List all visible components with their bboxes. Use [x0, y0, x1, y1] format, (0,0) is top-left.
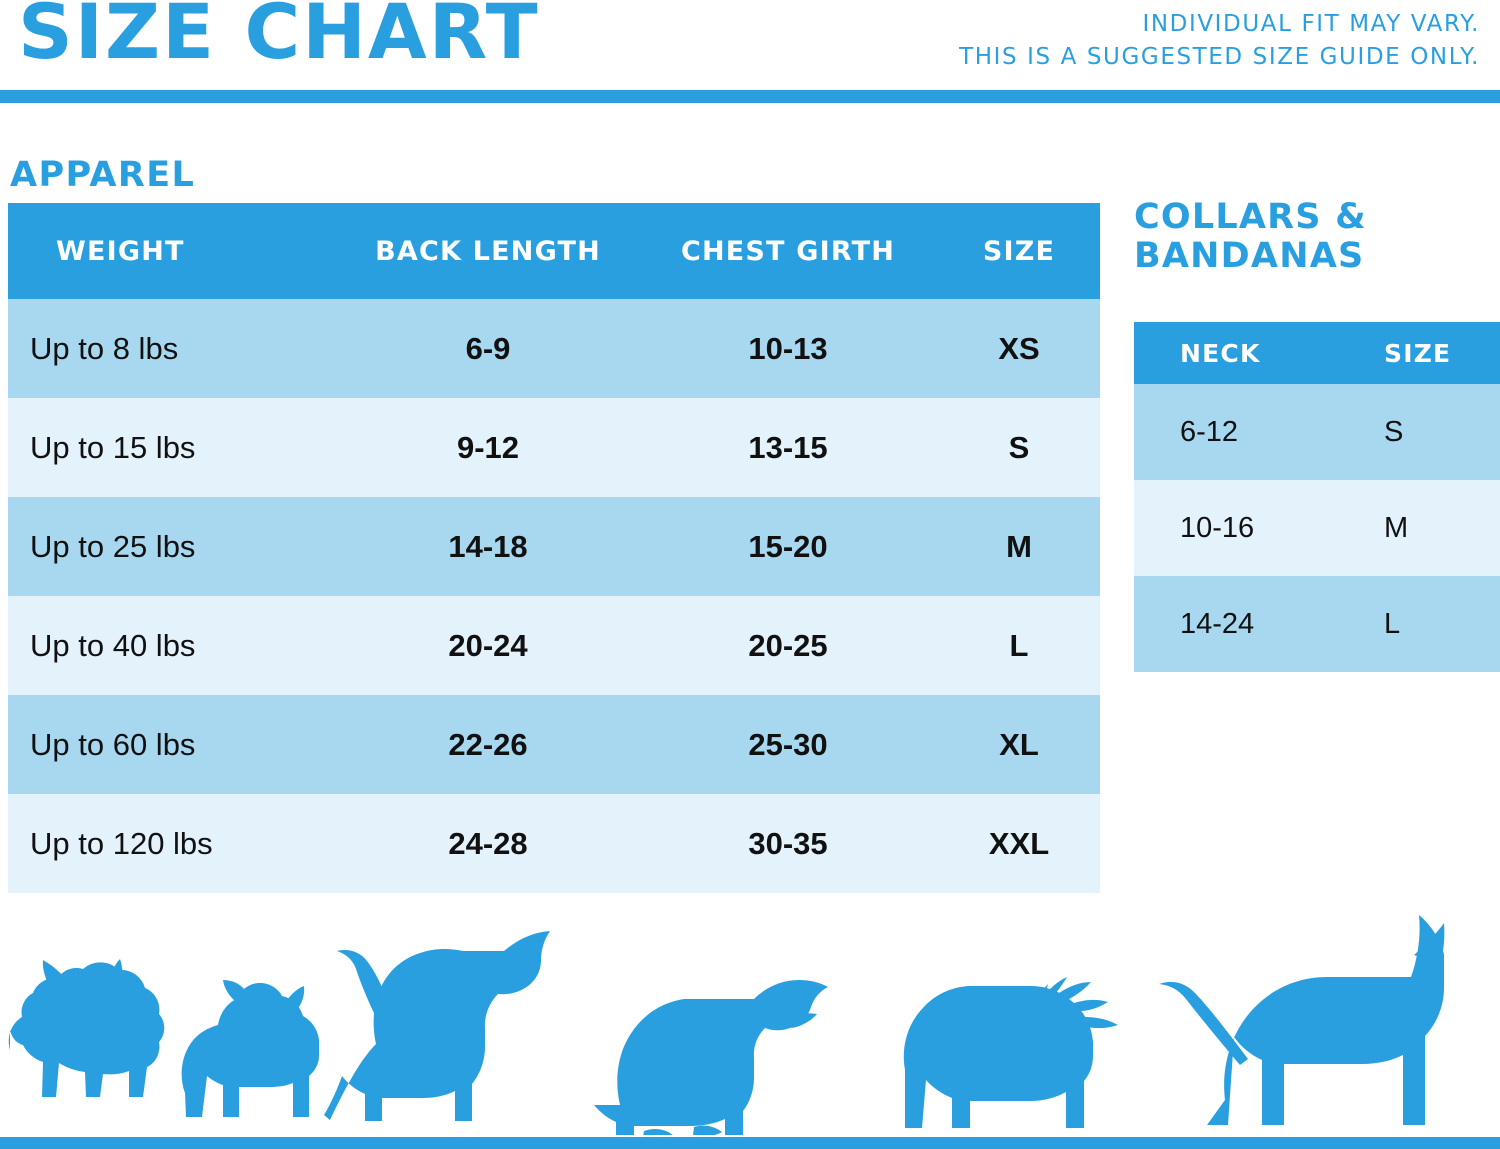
cell-weight: Up to 8 lbs [30, 330, 179, 366]
cell-size: L [1009, 627, 1029, 663]
cell-chest-girth: 15-20 [748, 528, 828, 564]
cell-chest-girth: 10-13 [748, 330, 828, 366]
cell-size: M [1384, 511, 1409, 544]
header-disclaimer [959, 8, 1480, 75]
table-row [1134, 480, 1500, 576]
table-row [8, 398, 1100, 497]
apparel-table [8, 203, 1100, 893]
collars-column-size: SIZE [1384, 338, 1452, 368]
header-divider [0, 90, 1500, 103]
terrier-silhouette [904, 977, 1118, 1128]
apparel-column-chest-girth: CHEST GIRTH [680, 235, 896, 267]
spaniel-silhouette [594, 980, 828, 1135]
collars-column-neck: NECK [1180, 338, 1261, 368]
cell-chest-girth: 13-15 [748, 429, 828, 465]
apparel-column-size: SIZE [982, 235, 1056, 267]
cell-size: XL [999, 726, 1039, 762]
cell-size: XXL [988, 825, 1050, 861]
footer-divider [0, 1137, 1500, 1149]
cell-back-length: 24-28 [448, 825, 528, 861]
beagle-silhouette [324, 931, 550, 1121]
apparel-table-header-row [8, 203, 1100, 299]
dog-silhouettes-illustration [0, 835, 1500, 1135]
cell-size: S [1008, 429, 1030, 465]
cell-back-length: 22-26 [448, 726, 528, 762]
cell-back-length: 20-24 [448, 627, 528, 663]
cell-chest-girth: 20-25 [748, 627, 828, 663]
table-row [8, 299, 1100, 398]
disclaimer-line-1: INDIVIDUAL FIT MAY VARY. [1142, 11, 1480, 37]
cell-neck: 14-24 [1180, 607, 1255, 640]
cell-size: M [1006, 528, 1032, 564]
collars-heading: COLLARS & BANDANAS [1134, 197, 1367, 277]
cell-back-length: 14-18 [448, 528, 528, 564]
table-row [8, 497, 1100, 596]
apparel-heading: APPAREL [10, 155, 196, 195]
table-row [1134, 576, 1500, 672]
cell-size: L [1384, 607, 1401, 640]
cell-back-length: 9-12 [456, 429, 520, 465]
collars-table [1134, 322, 1500, 672]
collars-table-header-row [1134, 322, 1500, 384]
cell-weight: Up to 120 lbs [30, 825, 213, 861]
cell-chest-girth: 30-35 [748, 825, 828, 861]
cell-size: S [1384, 415, 1404, 448]
table-row [8, 695, 1100, 794]
page-title: SIZE CHART [18, 0, 540, 76]
pug-silhouette [182, 980, 319, 1117]
cell-neck: 10-16 [1180, 511, 1255, 544]
header [0, 0, 1500, 100]
cell-weight: Up to 60 lbs [30, 726, 196, 762]
cell-weight: Up to 40 lbs [30, 627, 196, 663]
table-row [1134, 384, 1500, 480]
cell-neck: 6-12 [1180, 415, 1239, 448]
great-dane-silhouette [1159, 915, 1444, 1125]
table-row [8, 596, 1100, 695]
apparel-column-back-length: BACK LENGTH [375, 235, 601, 267]
disclaimer-line-2: THIS IS A SUGGESTED SIZE GUIDE ONLY. [959, 44, 1480, 71]
cell-weight: Up to 15 lbs [30, 429, 196, 465]
cell-back-length: 6-9 [465, 330, 511, 366]
cell-chest-girth: 25-30 [748, 726, 828, 762]
pomeranian-silhouette [9, 959, 165, 1097]
cell-size: XS [998, 330, 1040, 366]
apparel-column-weight: WEIGHT [56, 235, 185, 267]
cell-weight: Up to 25 lbs [30, 528, 196, 564]
